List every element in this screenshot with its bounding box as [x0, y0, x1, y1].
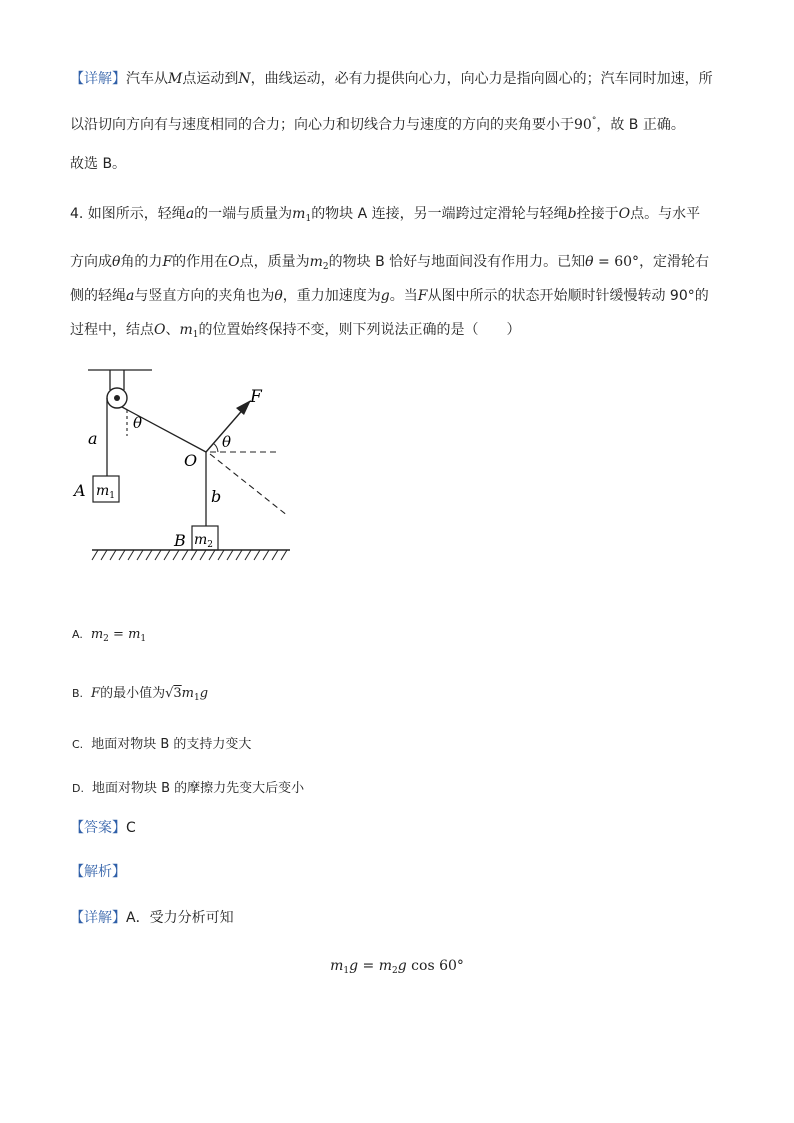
- label-theta-right: θ: [222, 433, 232, 451]
- ground-hatching: [92, 550, 287, 560]
- analysis-heading: 【解析】: [70, 864, 126, 880]
- label-F: F: [250, 387, 262, 407]
- question-line-4: 过程中，结点O、$m_1$的位置始终保持不变，则下列说法正确的是（ ）: [70, 322, 521, 340]
- detail: 【详解】A．受力分析可知: [70, 910, 234, 926]
- option-B: B. F的最小值为$√3m_1g$: [72, 686, 209, 703]
- label-m2: $m_2$: [194, 532, 214, 550]
- force-F-arrowhead: [236, 400, 251, 415]
- diagonal-dash: [210, 454, 288, 516]
- answer-tag: 【答案】: [70, 820, 126, 836]
- option-D: D. 地面对物块 B 的摩擦力先变大后变小: [72, 781, 305, 796]
- label-b: b: [211, 487, 222, 506]
- option-C: C. 地面对物块 B 的支持力变大: [72, 737, 252, 752]
- angle-arc: [213, 443, 218, 452]
- prev-detail-line-1: 【详解】汽车从M点运动到N，曲线运动，必有力提供向心力，向心力是指向圆心的；汽车同时加速，所: [70, 71, 713, 87]
- question-4: [70, 206, 722, 340]
- answer-value: C: [126, 820, 136, 836]
- answer: [70, 821, 722, 835]
- label-B: B: [174, 531, 186, 550]
- label-m1: $m_1$: [96, 483, 116, 501]
- pulley-bracket: [110, 370, 124, 390]
- detail-tag: 【详解】: [70, 71, 126, 87]
- option-A: A. $m_2 = m_1$: [72, 627, 147, 644]
- label-a: a: [88, 429, 98, 448]
- label-A: A: [74, 481, 86, 500]
- label-theta-top: θ: [133, 414, 143, 432]
- label-O: O: [184, 451, 198, 470]
- pulley-diagram: [70, 362, 330, 572]
- question-line-3: 侧的轻绳a与竖直方向的夹角也为θ，重力加速度为g。当F从图中所示的状态开始顺时针缓慢转动 90°的: [70, 288, 709, 304]
- prev-detail-line-2: 以沿切向方向有与速度相同的合力；向心力和切线合力与速度的方向的夹角要小于90°，故 B 正确。: [70, 116, 685, 133]
- question-line-2: 方向成θ角的力F的作用在O点，质量为$m_2$的物块 B 恰好与地面间没有作用力。已知θ = 60°，定滑轮右: [70, 254, 710, 272]
- pulley-axle: [114, 395, 120, 401]
- prev-choice: 故选 B。: [70, 156, 127, 172]
- equation: $m_1g = m_2g$ cos 60°: [330, 958, 464, 976]
- question-line-1: 4. 如图所示，轻绳a的一端与质量为$m_1$的物块 A 连接，另一端跨过定滑轮与轻绳b拴接于O点。与水平: [70, 206, 701, 224]
- prev-detail: [70, 71, 722, 133]
